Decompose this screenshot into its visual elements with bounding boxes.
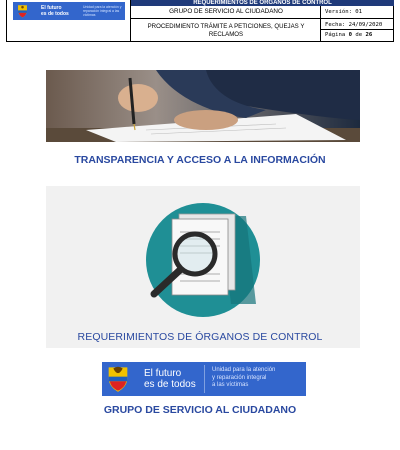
header-procedure: PROCEDIMIENTO TRÁMITE A PETICIONES, QUEJAS Y RECLAMOS xyxy=(147,23,305,38)
header-logo-banner xyxy=(13,2,125,20)
colombia-shield-icon xyxy=(16,4,29,18)
header-page: Página 0 de 26 xyxy=(325,32,373,38)
header-title-bar: REQUERIMIENTOS DE ÓRGANOS DE CONTROL xyxy=(131,0,394,6)
document-header xyxy=(6,0,394,42)
footer-logo-divider xyxy=(204,365,205,393)
footer-group-title: GRUPO DE SERVICIO AL CIUDADANO xyxy=(103,404,297,416)
header-logo-text: El futuro es de todos xyxy=(41,5,69,17)
header-group: GRUPO DE SERVICIO AL CIUDADANO xyxy=(131,6,321,19)
colombia-shield-icon xyxy=(106,365,130,393)
magnifier-document-icon xyxy=(46,186,360,326)
control-icon-panel xyxy=(46,186,360,348)
header-logo-cell xyxy=(7,0,131,41)
section-title-control: REQUERIMIENTOS DE ÓRGANOS DE CONTROL xyxy=(77,331,323,343)
section-title-transparency: TRANSPARENCIA Y ACCESO A LA INFORMACIÓN xyxy=(74,154,326,166)
header-meta xyxy=(321,0,394,41)
signing-photo-illustration xyxy=(46,70,360,142)
footer-logo-banner xyxy=(102,362,306,396)
footer-logo-right-text: Unidad para la atención y reparación integral a las víctimas xyxy=(212,367,276,388)
header-middle xyxy=(131,0,321,41)
signing-document-photo xyxy=(46,70,360,142)
header-date: Fecha: 24/09/2020 xyxy=(321,20,394,30)
header-logo-small-text: Unidad para la atención y reparación integral a las víctimas xyxy=(83,5,122,17)
header-version: Versión: 01 xyxy=(321,6,394,19)
footer-logo-text: El futuro es de todos xyxy=(144,368,196,390)
